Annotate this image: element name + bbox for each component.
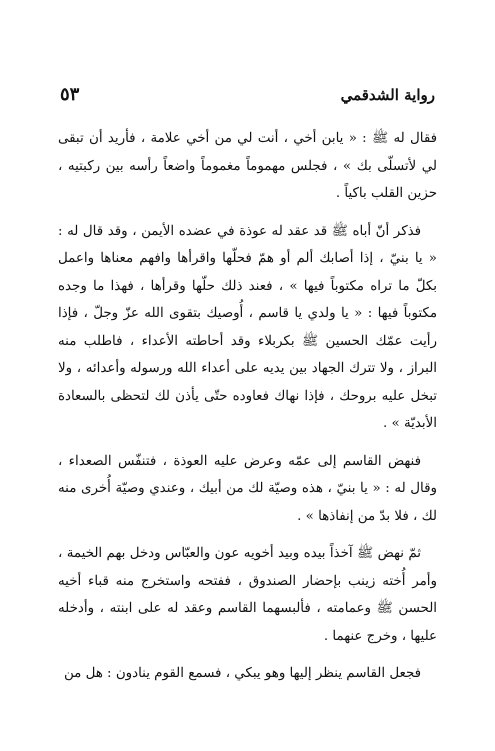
paragraph: ثمّ نهض ﷺ آخذاً بيده وبيد أخويه عون والعبّاس ودخل بهم الخيمة ، وأمر أُخته زينب بإحضار الصندوق ، ففتحه واستخرج منه قباء أخيه الحسن ﷺ وعمامته ، فألبسهما القاسم وعقد له على ابنته ، وأدخله عليها ، وخرج عنهما . xyxy=(58,546,437,644)
text-body xyxy=(58,125,437,688)
paragraph: فجعل القاسم ينظر إليها وهو يبكي ، فسمع القوم ينادون : هل من xyxy=(63,666,421,681)
paragraph: فنهض القاسم إلى عمّه وعرض عليه العوذة ، فتنفّس الصعداء ، وقال له : « يا بنيّ ، هذه وصيّة لك من أبيك ، وعندي وصيّة أُخرى منه لك ، فلا بدّ من إنفاذها » . xyxy=(58,453,437,524)
paragraph: فذكر أنّ أباه ﷺ قد عقد له عوذة في عضده الأيمن ، وقد قال له : « يا بنيّ ، إذا أصابك ألم أو همّ فحلّها واقرأها وافهم معناها واعمل بكلّ ما تراه مكتوباً فيها » ، فعند ذلك حلّها وقرأها ، فهذا ما وجده مكتوباً فيها : « يا ولدي يا قاسم ، أُوصيك بتقوى الله عزّ وجلّ ، فإذا رأيت عمّك الحسين ﷺ بكربلاء وقد أحاطته الأعداء ، فاطلب منه البراز ، ولا تترك الجهاد بين يديه على أعداء الله ورسوله وأعدائه ، ولا تبخل عليه بروحك ، فإذا نهاك فعاوده حتّى يأذن لك لتحظى بالسعادة الأبديّة » . xyxy=(58,223,437,431)
running-title: رواية الشدقمي xyxy=(340,86,435,104)
running-head xyxy=(60,86,435,112)
page-number: ٥٣ xyxy=(60,84,80,105)
paragraph: فقال له ﷺ : « يابن أخي ، أنت لي من أخي علامة ، فأريد أن تبقى لي لأتسلّى بك » ، فجلس مهموماً مغموماً واضعاً رأسه بين ركبتيه ، حزين القلب باكياً . xyxy=(58,131,437,201)
